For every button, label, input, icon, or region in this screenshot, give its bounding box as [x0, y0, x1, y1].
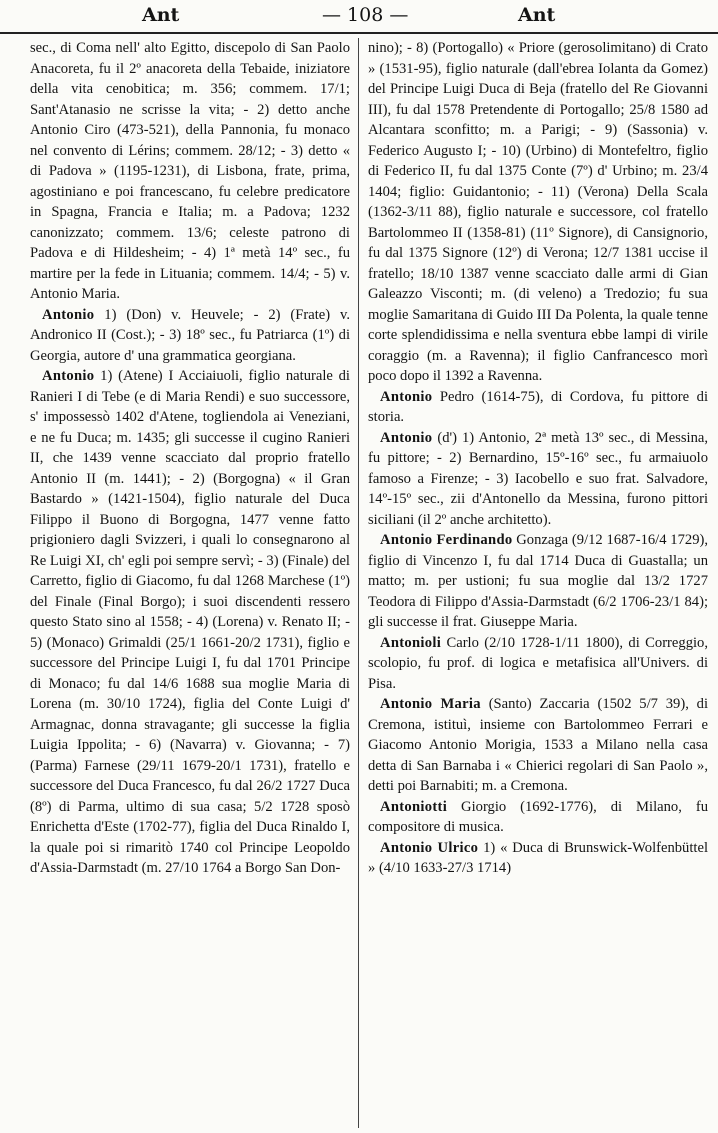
page-header [0, 0, 718, 34]
entry-headword: Antonio [42, 306, 95, 323]
dictionary-entry [368, 797, 708, 838]
header-left-guide-word: Ant [142, 4, 180, 26]
entry-headword: Antonio Ferdinando [380, 532, 513, 548]
entry-text: sec., di Coma nell' alto Egitto, discepolo di San Paolo Anacoreta, fu il 2º anacoreta della Tebaide, iniziatore della vita cenobitica; m. 356; commem. 17/1; Sant'Atanasio ne scrisse la vita; - 2) detto anche Antonio Ciro (473-521), della Pannonia, fu monaco nel convento di Lérins; commem. 28/12; - 3) detto « di Padova » (1195-1231), di Lisbona, frate, prima, agostiniano e poi francescano, fu celebre predicatore in Spagna, Francia e Italia; m. a Padova; 1232 canonizzato; commem. 13/6; celeste patrono di Padova e di Hildesheim; - 4) 1ª metà 14º sec., fu martire per la fede in Lituania; commem. 14/4; - 5) v. Antonio Maria. [30, 40, 350, 302]
entry-text: nino); - 8) (Portogallo) « Priore (gerosolimitano) di Crato » (1531-95), figlio naturale (dall'ebrea Iolanta da Gomez) del Principe Luigi Duca di Beja (fratello del Re Giovanni III), fu dal 1578 Pretendente di Portogallo; 25/8 1580 ad Alcantara sconfitto; m. a Parigi; - 9) (Sassonia) v. Federico Augusto I; - 10) (Urbino) di Montefeltro, figlio di Federico II, fu dal 1375 Conte (7º) d' Urbino; m. 23/4 1404; figlio: Guidantonio; - 11) (Verona) Della Scala (1362-3/11 88), figlio naturale e successore, col fratello Bartolommeo II (1358-81) (11º Signore), di Cansignorio, fu dal 1375 Signore (12º) di Verona; 12/7 1381 uccise il fratello; 18/10 1387 venne scacciato dalle armi di Gian Galeazzo Visconti; m. (di veleno) a Tredozio; fu sua moglie Samaritana di Guido III Da Polenta, la quale tenne corte splendidissima e nella sventura ebbe lampi di virile coraggio (m. a Ravenna); il figlio Canfrancesco morì poco dopo il 1392 a Ravenna. [368, 40, 708, 384]
entry-text: Gonzaga (9/12 1687-16/4 1729), figlio di Vincenzo I, fu dal 1714 Duca di Guastalla; un matto; m. per ustioni; fu sua moglie dal 13/2 1727 Teodora di Filippo d'Assia-Darmstadt (6/2 1706-23/1 84); gli successe il frat. Giuseppe Maria. [368, 532, 708, 630]
entry-text: 1) « Duca di Brunswick-Wolfenbüttel » (4/10 1633-27/3 1714) [368, 839, 708, 876]
entry-headword: Antonio [380, 388, 433, 405]
entry-text: Pedro (1614-75), di Cordova, fu pittore di storia. [368, 388, 708, 425]
dictionary-entry [368, 530, 708, 633]
dictionary-entry [368, 838, 708, 879]
page-number: — 108 — [322, 4, 409, 26]
right-column [368, 38, 708, 1128]
dictionary-entry [30, 366, 350, 879]
dictionary-entry [368, 428, 708, 531]
entry-headword: Antonio Maria [380, 696, 481, 712]
entry-continuation [368, 38, 708, 387]
dictionary-entry [30, 305, 350, 367]
entry-text: 1) (Atene) I Acciaiuoli, figlio naturale di Ranieri I di Tebe (e di Maria Rendi) e suo successore, s' impossessò 1402 d'Atene, togliendola ai Veneziani, e ne fu Duca; m. 1435; gli successe il cugino Ranieri II, che 1439 venne scacciato dal proprio fratello Antonio II (m. 1441); - 2) (Borgogna) « il Gran Bastardo » (1421-1504), figlio naturale del Duca Filippo il Buono di Borgogna, 1477 venne fatto prigioniero dagli Svizzeri, i quali lo consegnarono al Re Luigi XI, ch' egli poi sempre servì; - 3) (Finale) del Carretto, figlio di Giacomo, fu dal 1268 Marchese (1º) del Finale (Final Borgo); i suoi discendenti ressero questo Stato sino al 1558; - 4) (Lorena) v. Renato II; - 5) (Monaco) Grimaldi (25/1 1661-20/2 1731), figlio e successore del Principe Luigi I, fu dal 1701 Principe di Monaco; fu dal 14/6 1688 sua moglie Maria di Lorena (m. 30/10 1724), figlia del Conte Luigi d' Armagnac, donna stravagante; gli successe la figlia Luigia Ippolita; - 6) (Navarra) v. Giovanna; - 7) (Parma) Farnese (29/11 1679-20/1 1731), fratello e successore del Duca Francesco, fu dal 26/2 1727 Duca (8º) di Parma, ultimo di sua casa; 5/2 1728 sposò Enrichetta d'Este (1702-77), figlia del Duca Rinaldo I, la quale poi si rimaritò 1740 col Principe Leopoldo d'Assia-Darmstadt (m. 27/10 1764 a Borgo San Don- [30, 368, 350, 876]
entry-headword: Antonio [380, 429, 433, 446]
dictionary-entry [368, 633, 708, 695]
dictionary-entry [368, 387, 708, 428]
entry-text: Giorgio (1692-1776), di Milano, fu compositore di musica. [368, 798, 708, 835]
entry-text: Carlo (2/10 1728-1/11 1800), di Correggio, scolopio, fu prof. di logica e metafisica all'Univers. di Pisa. [368, 634, 708, 692]
dictionary-entry [368, 694, 708, 797]
entry-headword: Antonio Ulrico [380, 839, 479, 856]
header-right-guide-word: Ant [518, 4, 556, 26]
column-divider [358, 38, 359, 1128]
entry-text: (d') 1) Antonio, 2ª metà 13º sec., di Messina, fu pittore; - 2) Bernardino, 15º-16º sec., fu armaiuolo famoso a Firenze; - 3) Iacobello e suo frat. Salvadore, 14º-15º sec., zii d'Antonello da Messina, furono pittori siciliani (il 2º anche architetto). [368, 429, 708, 528]
entry-headword: Antonio [42, 368, 95, 384]
left-column [30, 38, 350, 1128]
entry-headword: Antonioli [380, 634, 442, 651]
entry-text: (Santo) Zaccaria (1502 5/7 39), di Cremona, istituì, insieme con Bartolommeo Ferrari e Giacomo Antonio Morigia, 1533 a Milano nella casa detta di San Barnaba i « Chierici regolari di San Paolo », detti poi Barnabiti; m. a Cremona. [368, 696, 708, 794]
entry-continuation [30, 38, 350, 305]
entry-text: 1) (Don) v. Heuvele; - 2) (Frate) v. Andronico II (Cost.); - 3) 18º sec., fu Patriarca (1º) di Georgia, autore d' una grammatica georgiana. [30, 306, 350, 364]
entry-headword: Antoniotti [380, 798, 448, 815]
